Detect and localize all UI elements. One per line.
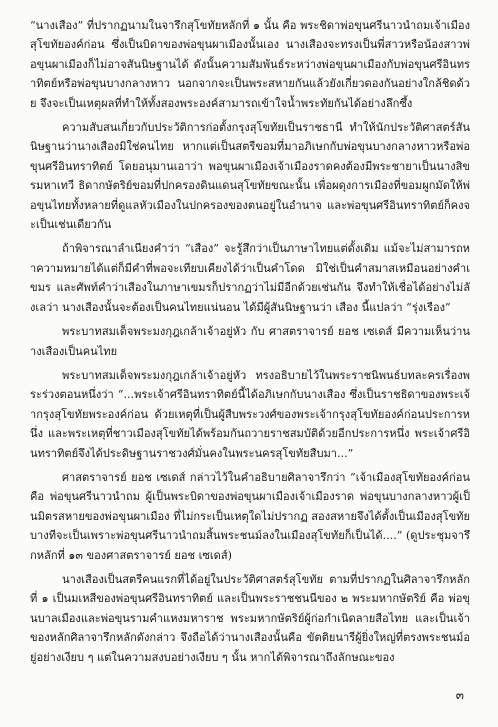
paragraph-historical-confusion: ความสับสนเกี่ยวกับประวัติการก่อตั้งกรุงสุโขทัยเป็นราชธานี ทำให้นักประวัติศาสตร์สันนิษฐานว่านางเสืองมิใช่คนไทย หากแต่เป็นสตรีขอมที่มาอภิเษกกับพ่อขุนบางกลางหาวหรือพ่อขุนศรีอินทราทิตย์ โดยอนุมานเอาว่า พอขุนผาเมืองเจ้าเมืองราดคงต้องมีพระชายาเป็นนางสิขรมหาเทวี ธิดากษัตริย์ขอมที่ปกครองดินแดนสุโขทัยขณะนั้น เพื่อผดุงการเมืองที่ขอมผูกมัดให้พ่อขุนไทยทั้งหลายที่ดูแลหัวเมืองในปกครองของตนอยู่ในอำนาจ และพ่อขุนศรีอินทราทิตย์ก็คงจะเป็นเช่นเดียวกัน <box>30 121 470 232</box>
paragraph-king-vajiravudh-quote: พระบาทสมเด็จพระมงกุฎเกล้าเจ้าอยู่หัว ทรงอธิบายไว้ในพระราชนิพนธ์บทละครเรื่องพระร่วงตอนหนึ่งว่า “...พระเจ้าศรีอินทราทิตย์นี้ได้อภิเษกกับนางเสือง ซึ่งเป็นราชธิดาของพระเจ้ากรุงสุโขทัยพระองค์ก่อน ด้วยเหตุที่เป็นผู้สืบพระวงศ์ของพระเจ้ากรุงสุโขทัยองค์ก่อนประการหนึ่ง และพระเหตุที่ชาวเมืองสุโขทัยได้พร้อมกันถวายราชสมบัติด้วยอีกประการหนึ่ง พระเจ้าศรีอินทราทิตย์จึงได้ประดิษฐานราชวงศ์มั่นคงในพระนครสุโขทัยสืบมา...” <box>30 368 470 460</box>
page-number: ๓ <box>455 688 464 702</box>
paragraph-coedes-quote: ศาสตราจารย์ ยอช เซเดส์ กล่าวไว้ในคำอธิบายศิลาจารึกว่า “เจ้าเมืองสุโขทัยองค์ก่อนคือ พ่อขุนศรีนาวนำถม ผู้เป็นพระบิดาของพ่อขุนผาเมืองเจ้าเมืองราด พ่อขุนบางกลางหาวผู้เป็นมิตรสหายของพ่อขุนผาเมือง ที่ไม่กระเป็นเหตุใดไม่ปรากฏ สองสหายจึงได้ตั้งเป็นเมืองสุโขทัยบางทีจะเป็นเพราะพ่อขุนศรีนาวนำถมสิ้นพระชนม์ลงในเมืองสุโขทัยก็เป็นได้....” (ดูประชุมจารึกหลักที่ ๑๓ ของศาสตราจารย์ ยอช เซเดส์) <box>30 470 470 562</box>
paragraph-word-origin: ถ้าพิจารณาลำเนียงคำว่า “เสือง” จะรู้สึกว่าเป็นภาษาไทยแต่ดั้งเดิม แม้จะไม่สามารถหาความหมายได้แต่ก็มีคำที่พอจะเทียบเคียงได้ว่าเป็นคำโดด มิใช่เป็นคำสมาสเหมือนอย่างคำเขมร และศัพท์คำว่าเสืองในภาษาเขมรก็ปรากฏว่าไม่มีอีกด้วยเช่นกัน จึงทำให้เชื่อได้อย่างไม่ลังเลว่า นางเสืองนั้นจะต้องเป็นคนไทยแน่นอน ได้มีผู้สันนิษฐานว่า เสือง นี้แปลว่า “รุ่งเรือง” <box>30 242 470 314</box>
paragraph-nang-sueang-lineage: “นางเสือง” ที่ปรากฏนามในจารึกสุโขทัยหลักที่ ๑ นั้น คือ พระชิดาพ่อขุนศรีนาวนำถมเจ้าเมืองสุโขทัยองค์ก่อน ซึ่งเป็นบิดาของพ่อขุนผาเมืองนั้นเอง นางเสืองจะทรงเป็นพี่สาวหรือน้องสาวพ่อขุนผาเมืองก็ไม่อาจสันนิษฐานได้ ดังนั้นความสัมพันธ์ระหว่างพ่อขุนผาเมืองกับพ่อขุนศรีอินทราทิตย์หรือพ่อขุนบางกลางหาว นอกจากจะเป็นพระสหายกันแล้วยังเกี่ยวดองกันอย่างใกล้ชิดด้วย จึงจะเป็นเหตุผลที่ทำให้ทั้งสองพระองค์สามารถเข้าใจน้ำพระทัยกันได้อย่างลึกซึ้ง <box>30 19 470 110</box>
page-body <box>30 16 470 672</box>
paragraph-scholars-opinion: พระบาทสมเด็จพระมงกุฎเกล้าเจ้าอยู่หัว กับ ศาสตราจารย์ ยอช เซเดส์ มีความเห็นว่านางเสืองเป็นคนไทย <box>30 325 470 358</box>
paragraph-first-woman: นางเสืองเป็นสตรีคนแรกที่ได้อยู่ในประวัติศาสตร์สุโขทัย ตามที่ปรากฏในศิลาจารึกหลักที่ ๑ เป็นมเหสีของพ่อขุนศรีอินทราทิตย์ และเป็นพระราชชนนีของ ๒ พระมหากษัตริย์ คือ พ่อขุนบาลเมืองและพ่อขุนรามคำแหงมหาราช พระมหากษัตริย์ผู้ก่อกำเนิดลายสือไทย และเป็นเจ้าของหลักศิลาจารึกหลักดังกล่าว จึงถือได้ว่านางเสืองนั้นคือ ขัตติยนารีผู้ยิ่งใหญ่ที่ตรงพระชนม์อยู่อย่างเงียบ ๆ แต่ในความสงบอย่างเงียบ ๆ นั้น หากได้พิจารณาถึงลักษณะของ <box>30 572 470 664</box>
